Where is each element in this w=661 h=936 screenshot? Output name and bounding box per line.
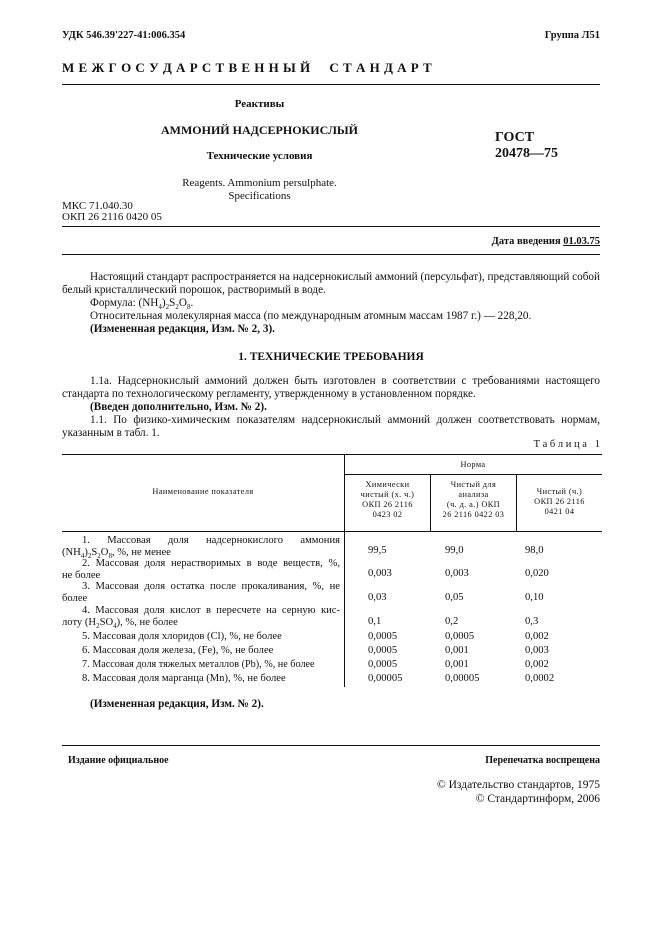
row-3-v1: 0,03 [368,592,387,603]
row-1-formula: $(NH_4)_2S_2O_8$ [62,546,112,560]
interstate-standard-banner: М Е Ж Г О С У Д А Р С Т В Е Н Н Ы Й С Т А Н Д А Р Т [62,60,433,75]
row-8-label: 8. Массовая доля марганца (Mn), %, не более [82,673,286,684]
table-caption: Т а б л и ц а 1 [533,439,600,450]
row-6-v3: 0,003 [525,645,549,656]
row-1-label-end: , %, не менее [111,546,171,558]
row-1-v2: 99,0 [445,545,464,556]
date-rule [62,254,600,255]
row-7-label: 7. Массовая доля тяжелых металлов (Pb), %, не более [82,659,315,670]
clause-added-note: (Введен дополнительно, Изм. № 2). [90,401,267,413]
row-4-formula: лоту ($H_2SO_4$ [62,616,117,630]
table-top-rule [62,454,602,455]
row-5-v3: 0,002 [525,631,549,642]
row-4-v2: 0,2 [445,616,459,627]
official-edition: Издание официальное [68,755,169,766]
row-7-v1: 0,0005 [368,659,398,670]
intro-date [492,236,600,247]
grade-1-line4: 0423 02 [372,510,403,519]
footer-rule [62,745,600,746]
title-rule [62,226,600,227]
grade-header-3 [517,487,602,517]
row-6-label: 6. Массовая доля железа, (Fe), %, не более [82,645,274,656]
row-4-label: 4. Массовая доля кислот в пересчете на серную кис- [82,605,340,616]
row-2-v1: 0,003 [368,568,392,579]
table-row [62,581,340,604]
col-norm-header: Норма [460,460,486,469]
section-heading: 1. ТЕХНИЧЕСКИЕ ТРЕБОВАНИЯ [238,351,424,363]
row-1-label: 1. Массовая доля надсернокислого аммония [82,535,340,546]
grade-header-1 [345,480,430,520]
row-8-v1: 0,00005 [368,673,403,684]
row-2-label-end: не более [62,569,101,581]
mks-code: МКС 71.040.30 [62,200,133,212]
row-6-v2: 0,001 [445,645,469,656]
row-3-v2: 0,05 [445,592,464,603]
clause-1-1a: 1.1а. Надсернокислый аммоний должен быть изготовлен в соответствии с требованиями настоящего стандарта по технологическому регламенту, утвержденному в установленном порядке. [62,375,600,400]
english-title-line1: Reagents. Ammonium persulphate. [182,177,337,189]
grade-1-line1: Химически [365,480,410,489]
norm-rule [344,474,602,475]
header-bottom-rule [62,531,602,532]
copyright-1975: © Издательство стандартов, 1975 [436,779,600,791]
row-1-v1: 99,5 [368,545,387,556]
table-amendment: (Измененная редакция, Изм. № 2). [90,698,264,710]
row-1-v3: 98,0 [525,545,544,556]
row-4-v1: 0,1 [368,616,382,627]
copyright-2006: © Стандартинформ, 2006 [475,793,600,805]
intro-amendment: (Измененная редакция, Изм. № 2, 3). [90,323,275,335]
grade-2-line4: 26 2116 0422 03 [442,510,505,519]
okp-code: ОКП 26 2116 0420 05 [62,211,162,223]
reprint-prohibited: Перепечатка воспрещена [485,755,600,766]
group-code: Группа Л51 [544,30,600,41]
row-7-v2: 0,001 [445,659,469,670]
doc-category: Реактивы [234,98,285,110]
grade-2-line3: (ч. д. а.) ОКП [446,500,501,509]
grade-1-line2: чистый (х. ч.) [360,490,415,499]
row-3-label: 3. Массовая доля остатка после прокаливания, %, не [82,581,340,592]
row-3-v3: 0,10 [525,592,544,603]
grade-header-2 [431,480,516,520]
row-2-v3: 0,020 [525,568,549,579]
udk-code: УДК 546.39'227-41:006.354 [62,30,186,41]
formula-line: Формула: $(NH_4)_2S_2O_8$. [90,297,194,312]
row-4-v3: 0,3 [525,616,539,627]
gost-label: ГОСТ [495,130,535,145]
intro-paragraph: Настоящий стандарт распространяется на надсернокислый аммоний (персульфат), представляющий собой белый кристаллический порошок, растворимый в воде. [62,271,600,296]
table-row [62,605,340,628]
grade-3-line2: ОКП 26 2116 [534,497,585,506]
grade-3-line1: Чистый (ч.) [536,487,583,496]
row-8-v3: 0,0002 [525,673,555,684]
row-8-v2: 0,00005 [445,673,480,684]
row-2-label: 2. Массовая доля нерастворимых в воде веществ, %, [82,558,340,569]
row-5-label: 5. Массовая доля хлоридов (Cl), %, не более [82,631,282,642]
intro-date-label: Дата введения [491,236,561,247]
gost-number: 20478—75 [495,146,558,161]
doc-title: АММОНИЙ НАДСЕРНОКИСЛЫЙ [160,123,359,137]
row-7-v3: 0,002 [525,659,549,670]
grade-2-line1: Чистый для [450,480,497,489]
doc-subtitle: Технические условия [206,150,313,162]
formula-label: Формула: [90,297,136,309]
banner-rule [62,84,600,85]
row-5-v2: 0,0005 [445,631,475,642]
col-name-header: Наименование показателя [152,487,254,496]
grade-1-line3: ОКП 26 2116 [362,500,413,509]
intro-date-value: 01.03.75 [563,236,600,247]
row-2-v2: 0,003 [445,568,469,579]
grade-2-line2: анализа [458,490,489,499]
molecular-mass: Относительная молекулярная масса (по международным атомным массам 1987 г.) — 228,20. [90,310,532,322]
clause-1-1: 1.1. По физико-химическим показателям надсернокислый аммоний должен соответствовать нормам, указанным в табл. 1. [62,414,600,439]
table-row [62,535,340,558]
grade-3-line3: 0421 04 [544,507,575,516]
english-title-line2: Specifications [228,190,291,202]
row-6-v1: 0,0005 [368,645,398,656]
row-3-label-end: более [62,592,88,604]
row-5-v1: 0,0005 [368,631,398,642]
table-row [62,558,340,581]
row-4-label-end: ), %, не более [116,616,178,628]
